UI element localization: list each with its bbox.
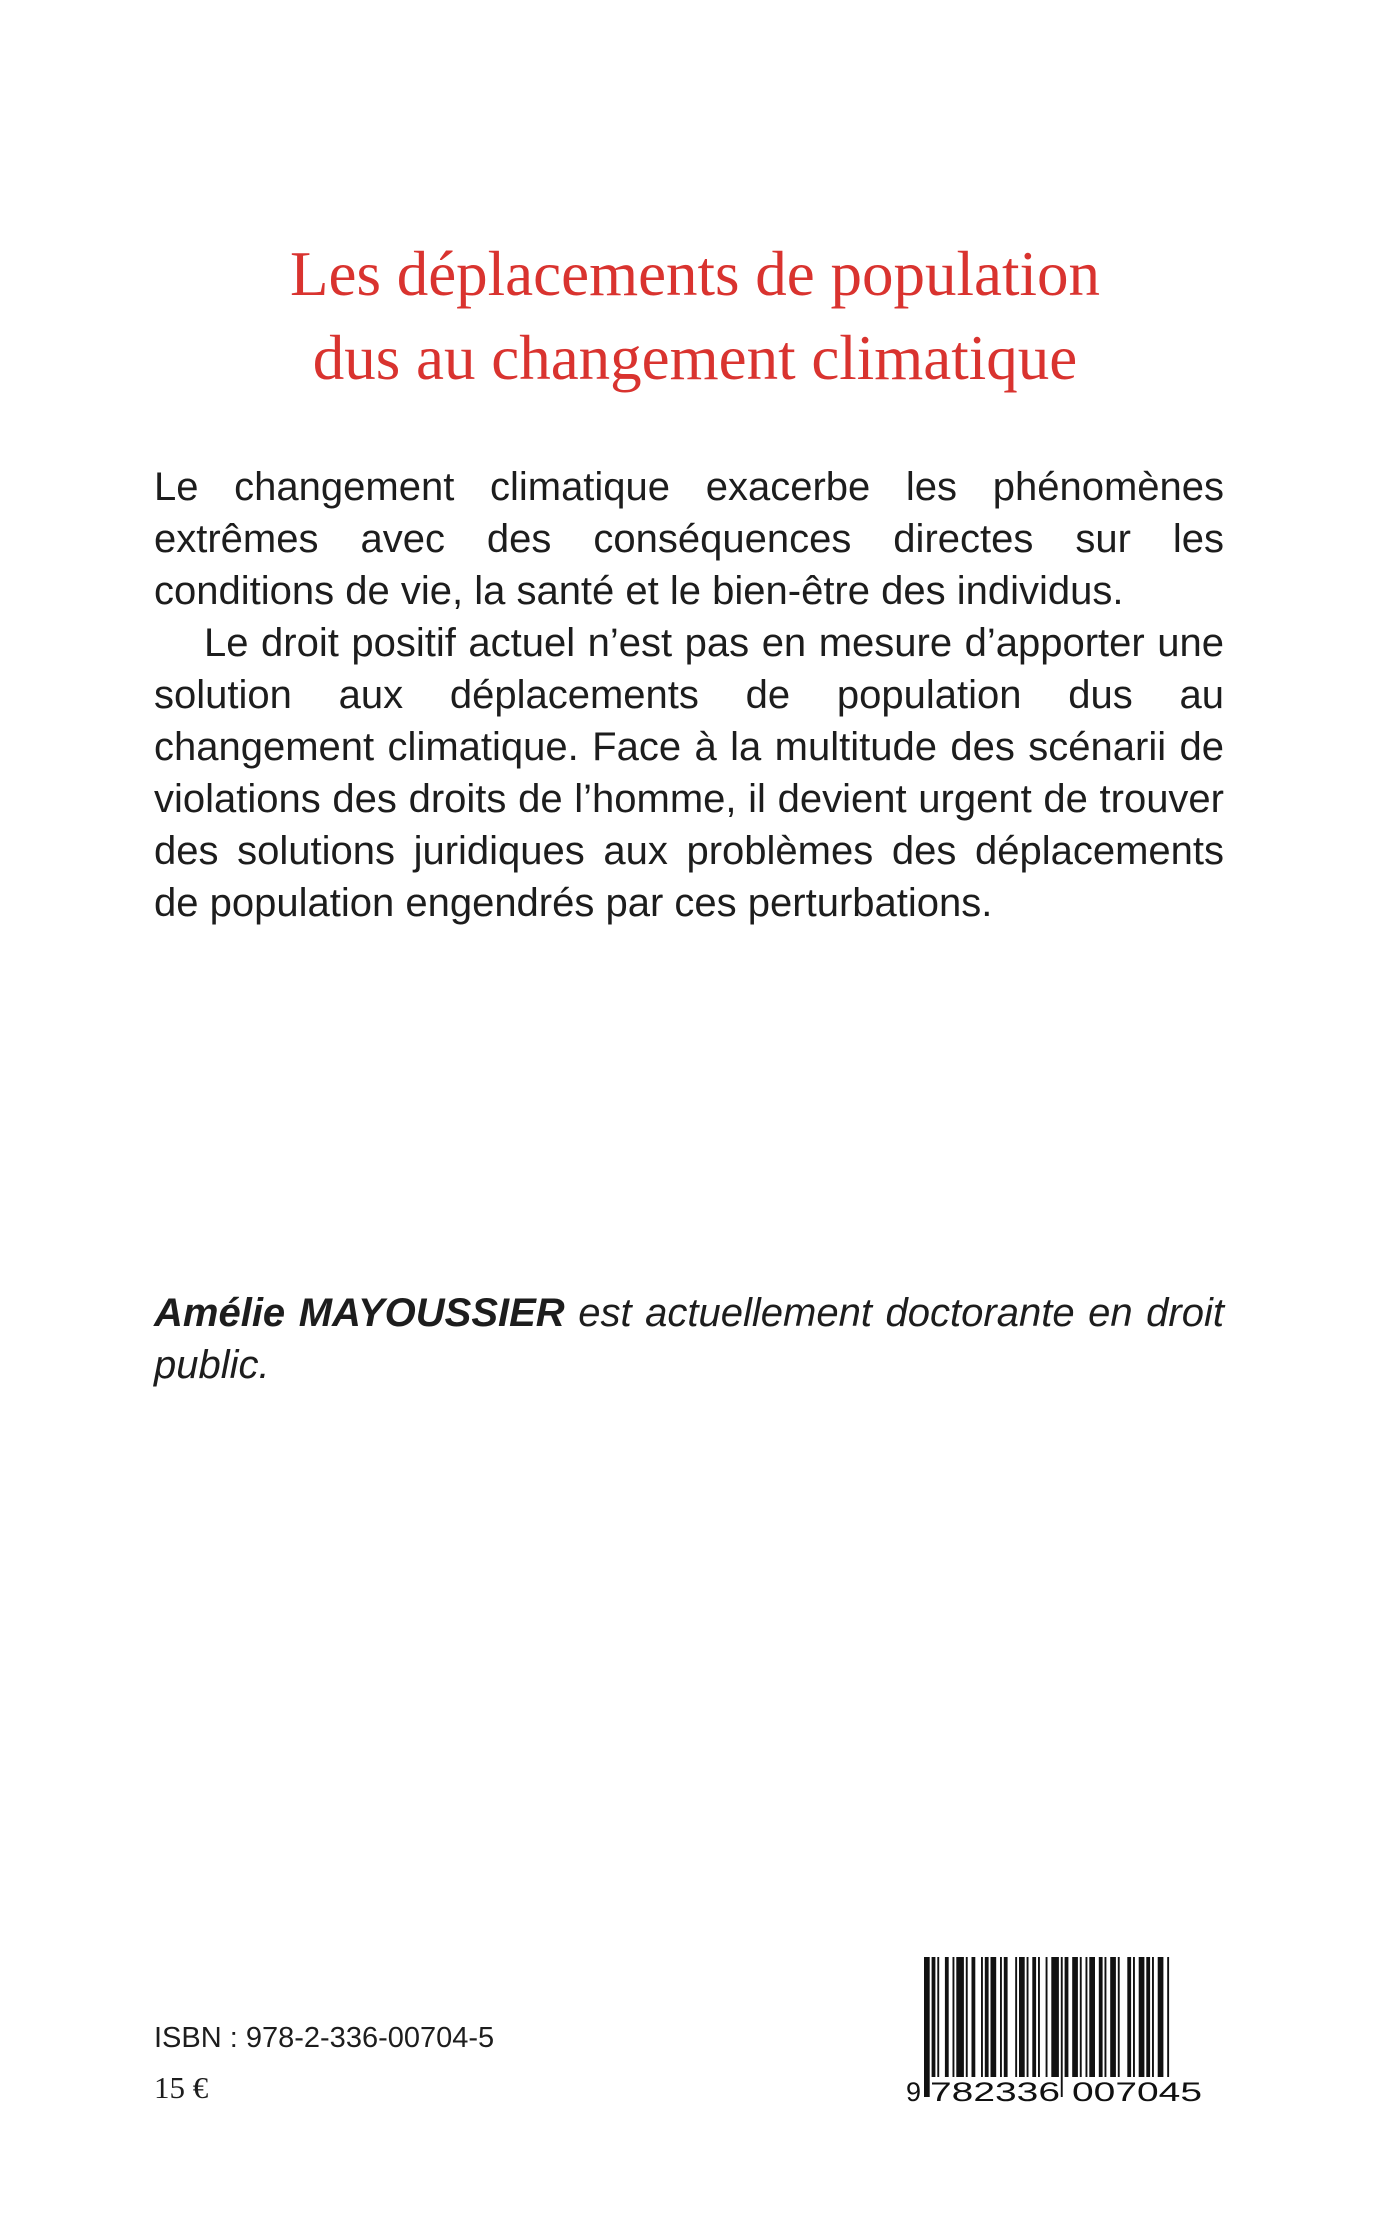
barcode-bar	[1167, 1957, 1169, 2077]
barcode-bar	[1133, 1957, 1135, 2077]
summary-paragraph-2: Le droit positif actuel n’est pas en mesure d’apporter une solution aux déplacements de population dus au changement climatique. Face à la multitude des scénarii de violations des droits de l’homme, il devient urgent de trouver des solutions juridiques aux problèmes des déplacements de population engendrés par ces perturbations.	[154, 621, 1224, 925]
author-description: est actuellement doctorante en droit public.	[154, 1291, 1224, 1387]
barcode-bar	[932, 1957, 936, 2077]
barcode-bar	[937, 1957, 939, 2077]
barcode-bars	[924, 1957, 1169, 2097]
barcode-bar	[1105, 1957, 1107, 2077]
barcode-bar	[953, 1957, 955, 2077]
author-bio	[154, 1287, 1224, 1391]
barcode-bar	[1065, 1957, 1069, 2077]
book-summary	[154, 461, 1224, 929]
author-name: Amélie MAYOUSSIER	[154, 1291, 565, 1335]
barcode-digit-first: 9	[906, 2077, 922, 2107]
barcode-bar	[1139, 1957, 1145, 2077]
barcode-bar	[1146, 1957, 1150, 2077]
barcode-bar	[972, 1957, 976, 2077]
barcode-digits-group-1: 782336	[930, 2077, 1060, 2107]
book-title-line-1: Les déplacements de population	[290, 239, 1100, 309]
barcode-bar	[991, 1957, 997, 2077]
barcode-bar	[1061, 1957, 1063, 2097]
barcode-bar	[1027, 1957, 1029, 2077]
summary-paragraph-1: Le changement climatique exacerbe les phénomènes extrêmes avec des conséquences directes sur les conditions de vie, la santé et le bien-être des individus.	[154, 465, 1224, 613]
barcode-bar	[1152, 1957, 1154, 2077]
barcode-bar	[1019, 1957, 1025, 2077]
barcode-bar	[1038, 1957, 1040, 2077]
barcode-bar	[1051, 1957, 1059, 2077]
barcode-bar	[1004, 1957, 1008, 2077]
barcode-bar	[924, 1957, 930, 2097]
barcode-bar	[1158, 1957, 1164, 2077]
barcode-bar	[1080, 1957, 1082, 2077]
book-price: 15 €	[154, 2070, 209, 2105]
isbn-number: ISBN : 978-2-336-00704-5	[154, 2022, 495, 2054]
barcode-bar	[966, 1957, 968, 2077]
barcode-bar	[945, 1957, 949, 2077]
barcode-bar	[1127, 1957, 1131, 2077]
barcode-bar	[1032, 1957, 1036, 2077]
barcode-bar	[1015, 1957, 1017, 2077]
barcode-bar	[1000, 1957, 1002, 2077]
barcode-digits-group-2: 007045	[1072, 2077, 1202, 2107]
barcode-bar	[956, 1957, 964, 2077]
barcode-bar	[1089, 1957, 1095, 2077]
barcode-bar	[1046, 1957, 1048, 2077]
book-title	[0, 232, 1390, 400]
barcode-bar	[1086, 1957, 1088, 2077]
barcode-bar	[1072, 1957, 1078, 2077]
barcode-bar	[985, 1957, 989, 2077]
barcode-bar	[981, 1957, 983, 2077]
barcode-bar	[1099, 1957, 1103, 2077]
barcode	[900, 1951, 1220, 2111]
barcode-bar	[1110, 1957, 1116, 2077]
barcode-bar	[1118, 1957, 1120, 2077]
book-title-line-2: dus au changement climatique	[312, 323, 1078, 393]
